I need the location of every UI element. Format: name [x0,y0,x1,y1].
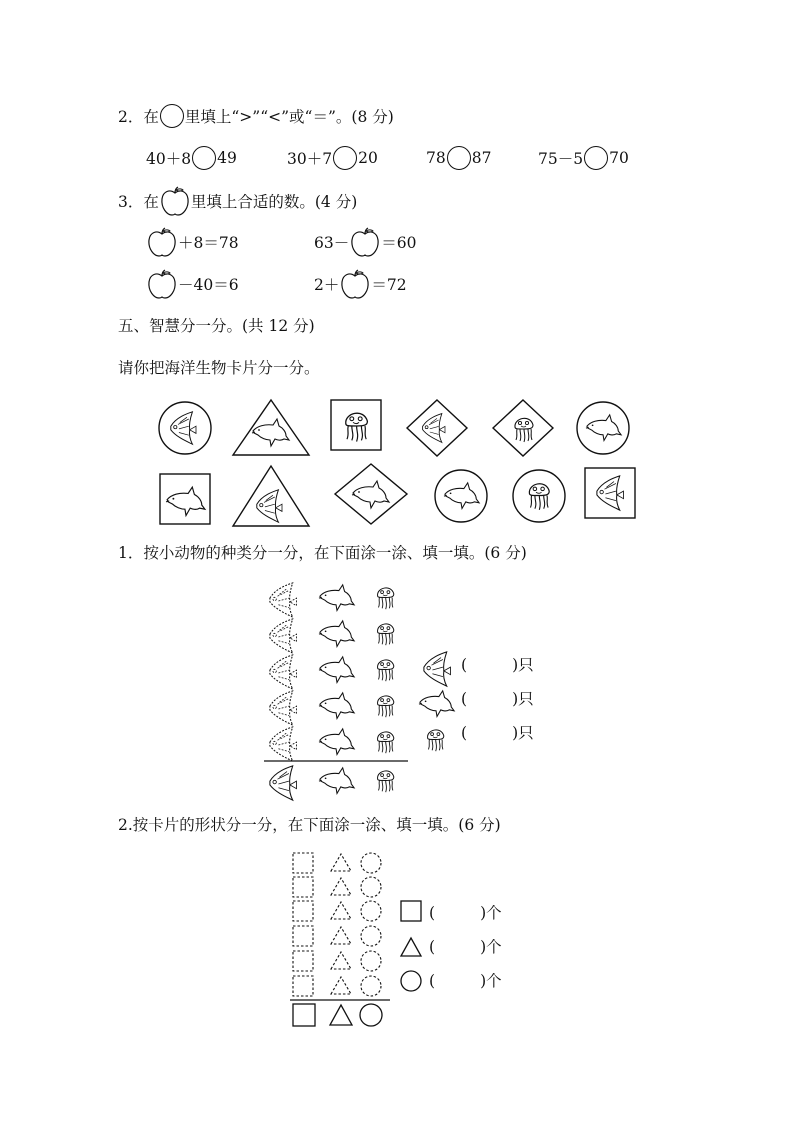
q2-item-4 [538,146,629,170]
card-circle-dolphin [435,470,487,522]
part2-legend-icons [398,898,428,998]
q2-item-2 [287,146,378,170]
q2-heading [118,104,394,128]
card-diamond-fish [407,400,467,456]
cards-row-2 [155,462,635,528]
q3-item-pre: 2＋ [314,276,340,294]
fish-icon [424,652,451,686]
q2-item-right: 20 [358,149,378,167]
part2-answer-circle[interactable] [429,971,502,991]
apple-icon [160,186,190,216]
part1-answer-dolphin[interactable] [461,689,534,709]
card-square-jellyfish [331,400,381,450]
count-unit: )个 [480,972,502,990]
apple-answer-icon[interactable] [340,269,370,299]
count-unit: )只 [512,656,534,674]
card-diamond-dolphin [335,464,407,524]
q2-instruction: 里填上“>”“<”或“＝”。(8 分) [184,108,394,126]
card-diamond-jellyfish [493,400,553,456]
part1-answer-fish[interactable] [461,655,534,675]
circle-icon [401,971,421,991]
apple-answer-icon[interactable] [147,227,177,257]
circle-icon [360,1004,382,1026]
card-square-dolphin [160,474,210,524]
part2-answer-triangle[interactable] [429,937,502,957]
q2-answer-circle[interactable] [447,146,471,170]
q2-item-3 [426,146,491,170]
q2-item-right: 87 [471,149,492,167]
paren-open: ( [429,904,436,922]
paren-open: ( [461,724,468,742]
count-unit: )只 [512,690,534,708]
circle-column [361,853,381,996]
q2-item-right: 70 [609,149,629,167]
q2-item-right: 49 [217,149,237,167]
dolphin-column [319,585,354,794]
jellyfish-icon [428,730,444,751]
dolphin-icon [419,691,454,717]
q2-item-left: 30＋7 [287,150,333,168]
q3-item-3 [146,269,239,299]
q2-item-left: 75－5 [538,150,584,168]
part2-title: 2.按卡片的形状分一分，在下面涂一涂、填一填。(6 分) [118,816,501,834]
q3-item-4 [314,269,407,299]
apple-answer-icon[interactable] [147,269,177,299]
shape-labels-row [293,1004,382,1026]
section-title: 五、智慧分一分。(共 12 分) [118,317,315,335]
part1-title: 1．按小动物的种类分一分，在下面涂一涂、填一填。(6 分) [118,544,527,562]
animal-chart [262,578,412,806]
part2-answer-square[interactable] [429,903,502,923]
triangle-column [331,854,351,994]
q2-number: 2．在 [118,108,159,126]
card-circle-dolphin [577,402,629,454]
square-icon [293,1004,315,1026]
q3-item-1 [146,227,239,257]
cards-row-1 [155,398,635,460]
q2-item-1 [146,146,237,170]
paren-open: ( [461,690,468,708]
part1-legend-icons [418,648,458,760]
q2-item-left: 78 [426,149,446,167]
q3-item-2 [314,227,416,257]
card-square-fish [585,468,635,518]
fish-column [270,583,297,800]
card-triangle-fish [233,466,309,526]
count-unit: )个 [480,938,502,956]
q3-item-post: ＋8＝78 [178,234,239,252]
q3-heading [118,186,357,216]
q3-instruction: 里填上合适的数。(4 分) [190,193,358,211]
card-circle-fish [159,402,211,454]
q2-item-left: 40＋8 [146,150,192,168]
apple-answer-icon[interactable] [350,227,380,257]
shape-chart [288,850,398,1030]
q2-answer-circle[interactable] [584,146,608,170]
square-column [293,853,313,996]
section-intro: 请你把海洋生物卡片分一分。 [118,359,320,377]
q2-answer-circle[interactable] [333,146,357,170]
triangle-icon [401,938,421,956]
paren-open: ( [461,656,468,674]
part1-answer-jellyfish[interactable] [461,723,534,743]
count-unit: )只 [512,724,534,742]
answer-circle-icon [160,104,184,128]
card-triangle-dolphin [233,400,309,455]
square-icon [401,901,421,921]
q3-item-post: ＝60 [381,234,417,252]
card-circle-jellyfish [513,470,565,522]
q3-item-pre: 63－ [314,234,350,252]
q3-item-post: ＝72 [371,276,407,294]
count-unit: )个 [480,904,502,922]
paren-open: ( [429,938,436,956]
q3-item-post: －40＝6 [178,276,239,294]
q2-answer-circle[interactable] [192,146,216,170]
paren-open: ( [429,972,436,990]
q3-number: 3．在 [118,193,159,211]
triangle-icon [330,1005,352,1025]
